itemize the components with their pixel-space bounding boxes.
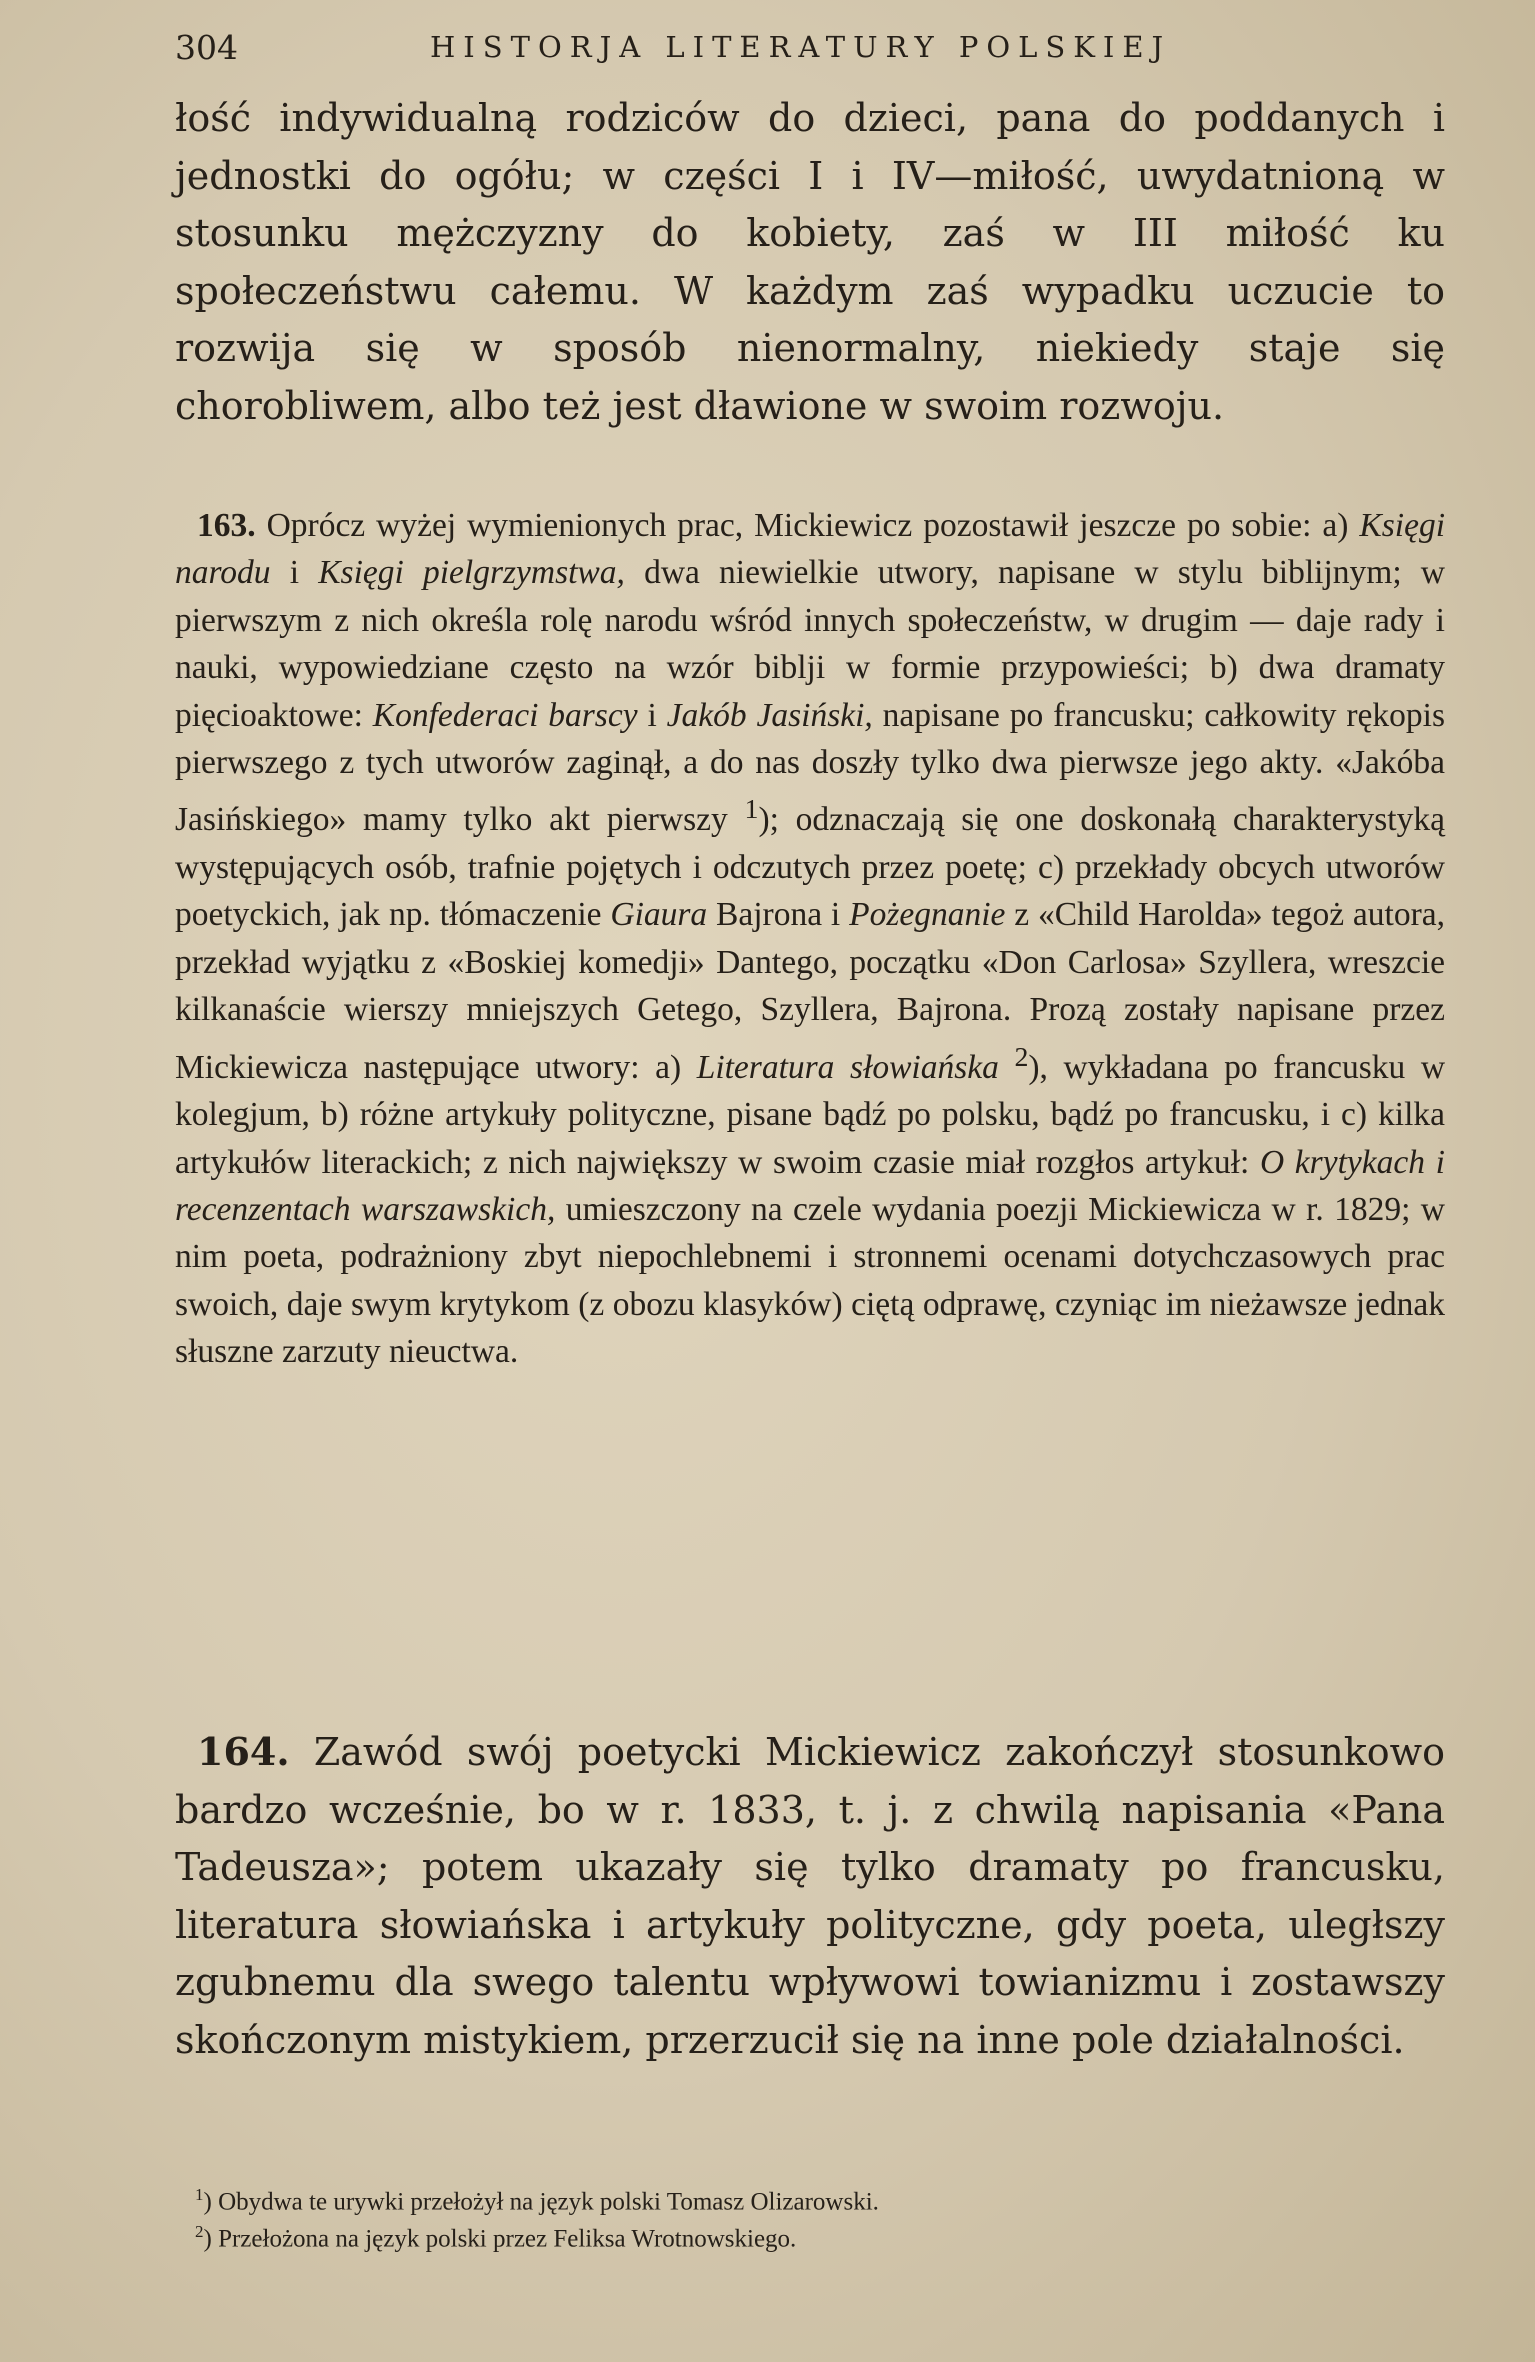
running-head xyxy=(175,28,1425,78)
running-title: HISTORJA LITERATURY POLSKIEJ xyxy=(430,30,1172,64)
section-number: 164. xyxy=(197,1729,290,1774)
body-text: ); odznaczają się one doskonałą charakterystyką występujących osób, trafnie pojętych i odczutych przez poetę; c) przekłady obcych utworów poetyckich, jak np. tłómaczenie xyxy=(175,801,1445,934)
work-title: O krytykach i recenzentach warszawskich, xyxy=(175,1143,1445,1228)
footnotes xyxy=(195,2180,1345,2255)
body-text: napisane po francusku; całkowity rękopis pierwszego z tych utworów zaginął, a do nas doszły tylko dwa pierwsze jego akty. «Jakóba Jasińskiego» mamy tylko akt pierwszy xyxy=(175,696,1445,839)
intro-paragraph: łość indywidualną rodziców do dzieci, pana do poddanych i jednostki do ogółu; w części I i IV—miłość, uwydatnioną w stosunku mężczyzny do kobiety, zaś w III miłość ku społeczeństwu całemu. W każdym zaś wypadku uczucie to rozwija się w sposób nienormalny, niekiedy staje się chorobliwem, albo też jest dławione w swoim rozwoju. xyxy=(175,96,1445,428)
body-text: i xyxy=(637,696,667,734)
body-text: Oprócz wyżej wymienionych prac, Mickiewicz pozostawił jeszcze po sobie: a) xyxy=(266,507,1360,544)
body-text: Zawód swój poetycki Mickiewicz zakończył stosunkowo bardzo wcześnie, bo w r. 1833, t. j. z chwilą napisania «Pana Tadeusza»; potem ukazały się tylko dramaty po francusku, literatura słowiańska i artykuły polityczne, gdy poeta, uległszy zgubnemu dla swego talentu wpływowi towianizmu i zostawszy skończonym mistykiem, przerzucił się na inne pole działalności. xyxy=(175,1730,1445,2062)
work-title: Literatura słowiańska xyxy=(696,1048,999,1086)
footnote-marker: 1 xyxy=(195,2185,204,2204)
section-number: 163. xyxy=(197,507,256,544)
body-text: Bajrona i xyxy=(707,896,850,934)
work-title: Pożegnanie xyxy=(849,896,1006,934)
footnote-ref: 2 xyxy=(1014,1041,1029,1073)
footnote xyxy=(195,2217,1345,2254)
intro-paragraph-block xyxy=(175,90,1445,435)
footnote-ref: 1 xyxy=(744,794,759,826)
work-title: Giaura xyxy=(610,896,708,934)
section-163-paragraph xyxy=(175,502,1445,1376)
section-164-paragraph xyxy=(175,1723,1445,2069)
body-text: dwa niewielkie utwory, napisane w stylu biblijnym; w pierwszym z nich określa rolę narodu wśród innych społeczeństw, w drugim — daje rady i nauki, wypowiedziane często na wzór biblji w formie przypowieści; b) dwa dramaty pięcioaktowe: xyxy=(175,554,1445,734)
work-title: Księgi narodu xyxy=(175,507,1446,592)
footnote-text: ) Obydwa te urywki przełożył na język polski Tomasz Olizarowski. xyxy=(203,2188,879,2216)
section-163 xyxy=(175,502,1445,1376)
work-title: Księgi pielgrzymstwa, xyxy=(318,554,625,592)
footnote-text: ) Przełożona na język polski przez Feliksa Wrotnowskiego. xyxy=(203,2225,797,2253)
section-164 xyxy=(175,1723,1445,2069)
page-number: 304 xyxy=(175,28,238,67)
body-text: z «Child Harolda» tegoż autora, przekład wyjątku z «Boskiej komedji» Dantego, początku «Don Carlosa» Szyllera, wreszcie kilkanaście wierszy mniejszych Getego, Szyllera, Bajrona. Prozą zostały napisane przez Mickiewicza następujące utwory: a) xyxy=(175,896,1446,1086)
work-title: Jakób Jasiński, xyxy=(666,696,873,734)
body-text: i xyxy=(270,554,319,592)
work-title: Konfederaci barscy xyxy=(372,696,638,734)
footnote-marker: 2 xyxy=(195,2222,204,2242)
body-text: umieszczony na czele wydania poezji Mickiewicza w r. 1829; w nim poeta, podrażniony zbyt niepochlebnemi i stronnemi ocenami dotychczasowych prac swoich, daje swym krytykom (z obozu klasyków) ciętą odprawę, czyniąc im nieżawsze jednak słuszne zarzuty nieuctwa. xyxy=(175,1191,1445,1371)
footnote xyxy=(195,2180,1345,2217)
body-text: ), wykładana po francusku w kolegjum, b) różne artykuły polityczne, pisane bądź po polsku, bądź po francusku, i c) kilka artykułów literackich; z nich największy w swoim czasie miał rozgłos artykuł: xyxy=(175,1048,1446,1181)
